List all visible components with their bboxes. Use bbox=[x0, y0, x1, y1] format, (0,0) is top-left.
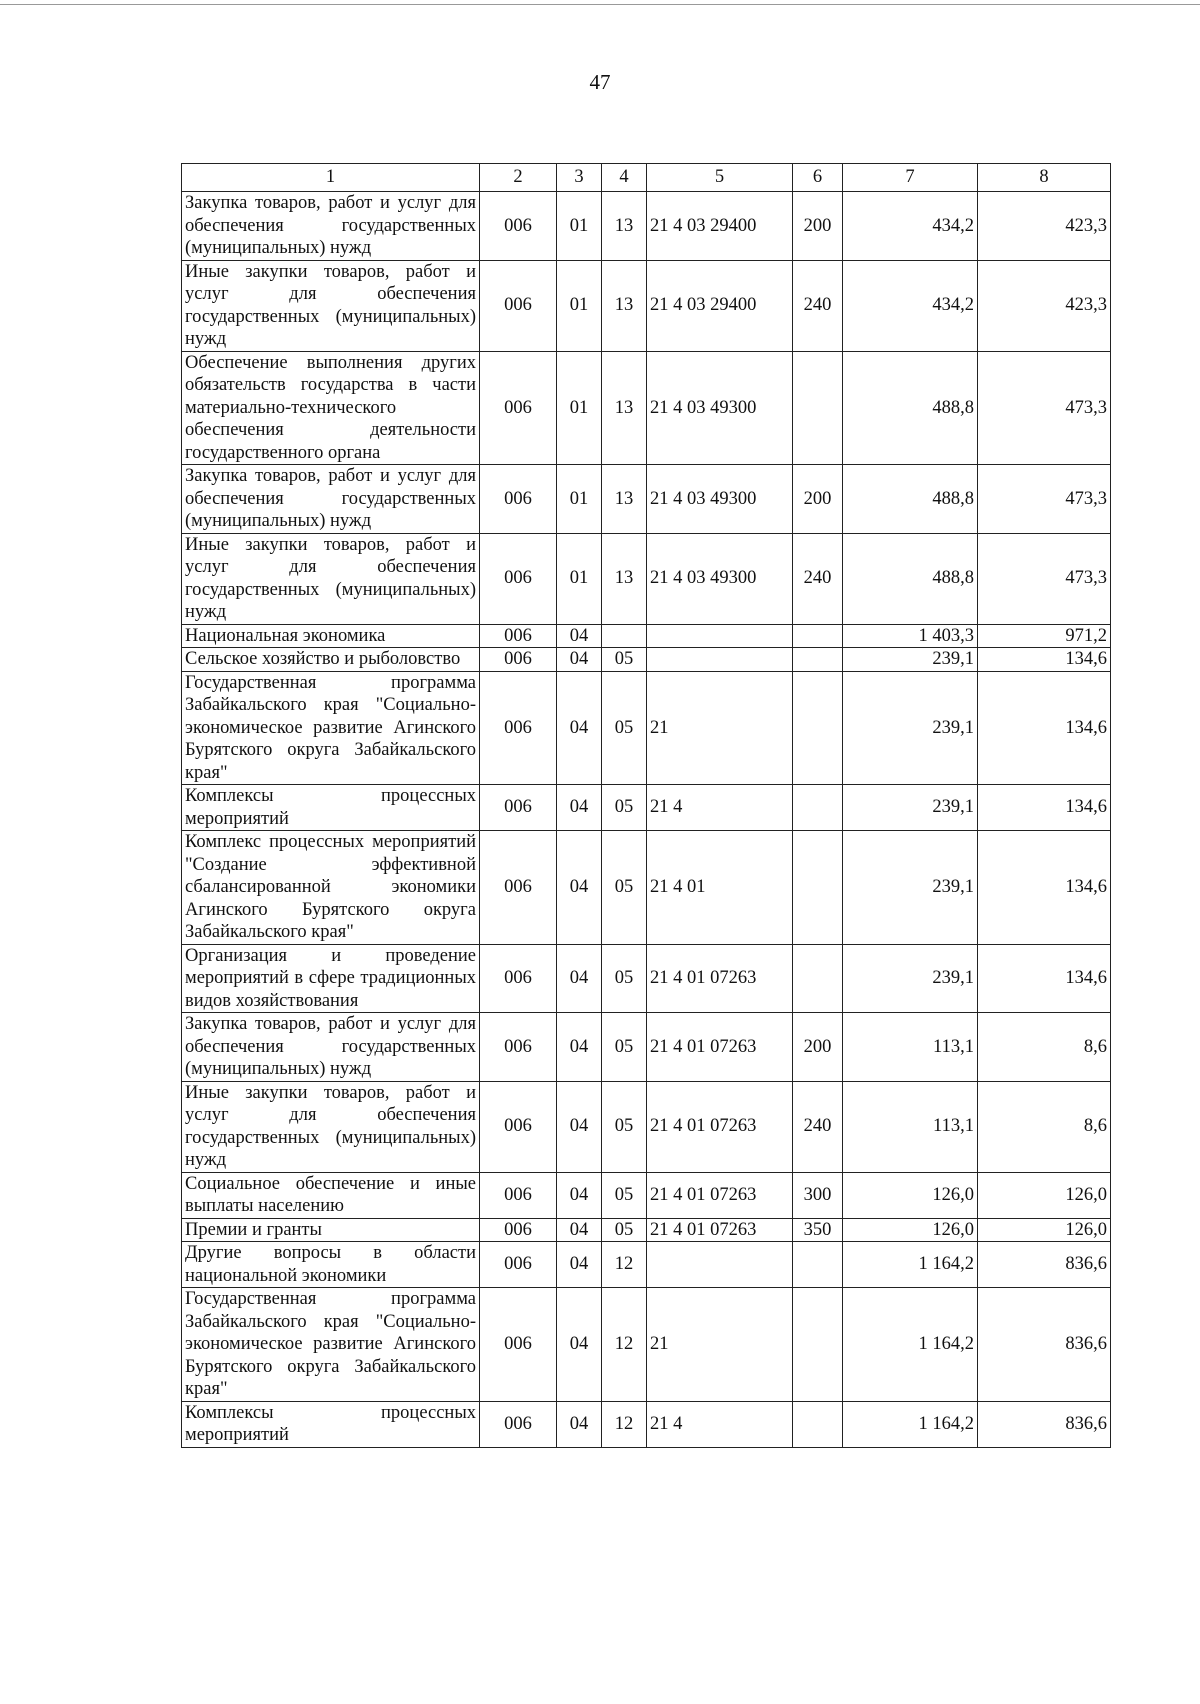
table-row bbox=[182, 944, 1111, 1013]
ministry-code: 006 bbox=[480, 1013, 557, 1082]
target-article-code: 21 4 03 49300 bbox=[647, 533, 793, 624]
ministry-code: 006 bbox=[480, 1218, 557, 1242]
amount-year-2: 134,6 bbox=[978, 944, 1111, 1013]
amount-year-2: 473,3 bbox=[978, 465, 1111, 534]
table-row bbox=[182, 1401, 1111, 1447]
subsection-code: 05 bbox=[602, 1013, 647, 1082]
row-description: Сельское хозяйство и рыболовство bbox=[182, 648, 480, 672]
row-description: Государственная программа Забайкальского края "Социально-экономическое развитие Агинского Бурятского округа Забайкальского края" bbox=[182, 671, 480, 785]
section-code: 01 bbox=[557, 465, 602, 534]
table-row bbox=[182, 1013, 1111, 1082]
row-description: Организация и проведение мероприятий в сфере традиционных видов хозяйствования bbox=[182, 944, 480, 1013]
table-body bbox=[182, 192, 1111, 1448]
target-article-code bbox=[647, 624, 793, 648]
ministry-code: 006 bbox=[480, 785, 557, 831]
row-description: Иные закупки товаров, работ и услуг для обеспечения государственных (муниципальных) нужд bbox=[182, 533, 480, 624]
column-header-5: 5 bbox=[647, 164, 793, 192]
target-article-code bbox=[647, 648, 793, 672]
table-row bbox=[182, 533, 1111, 624]
row-description: Комплекс процессных мероприятий "Создание эффективной сбалансированной экономики Агинского Бурятского округа Забайкальского края" bbox=[182, 831, 480, 945]
ministry-code: 006 bbox=[480, 1242, 557, 1288]
scan-top-rule bbox=[0, 4, 1200, 5]
expense-type-code: 200 bbox=[793, 465, 843, 534]
amount-year-2: 836,6 bbox=[978, 1401, 1111, 1447]
ministry-code: 006 bbox=[480, 648, 557, 672]
amount-year-2: 134,6 bbox=[978, 785, 1111, 831]
amount-year-2: 836,6 bbox=[978, 1242, 1111, 1288]
amount-year-2: 836,6 bbox=[978, 1288, 1111, 1402]
subsection-code: 13 bbox=[602, 192, 647, 261]
subsection-code: 05 bbox=[602, 1218, 647, 1242]
section-code: 04 bbox=[557, 1013, 602, 1082]
table-row bbox=[182, 1081, 1111, 1172]
expense-type-code: 240 bbox=[793, 1081, 843, 1172]
subsection-code: 13 bbox=[602, 465, 647, 534]
ministry-code: 006 bbox=[480, 831, 557, 945]
amount-year-2: 473,3 bbox=[978, 351, 1111, 465]
expense-type-code: 240 bbox=[793, 260, 843, 351]
expense-type-code bbox=[793, 648, 843, 672]
section-code: 04 bbox=[557, 1172, 602, 1218]
expense-type-code bbox=[793, 351, 843, 465]
table-row bbox=[182, 1242, 1111, 1288]
amount-year-1: 239,1 bbox=[843, 785, 978, 831]
expense-type-code bbox=[793, 1401, 843, 1447]
table-row bbox=[182, 465, 1111, 534]
amount-year-1: 239,1 bbox=[843, 648, 978, 672]
section-code: 04 bbox=[557, 1081, 602, 1172]
row-description: Премии и гранты bbox=[182, 1218, 480, 1242]
section-code: 04 bbox=[557, 785, 602, 831]
ministry-code: 006 bbox=[480, 465, 557, 534]
amount-year-1: 434,2 bbox=[843, 260, 978, 351]
table-row bbox=[182, 648, 1111, 672]
table-row bbox=[182, 1172, 1111, 1218]
row-description: Обеспечение выполнения других обязательств государства в части материально-технического обеспечения деятельности государственного органа bbox=[182, 351, 480, 465]
column-header-7: 7 bbox=[843, 164, 978, 192]
section-code: 04 bbox=[557, 1401, 602, 1447]
section-code: 01 bbox=[557, 192, 602, 261]
section-code: 04 bbox=[557, 648, 602, 672]
table-row bbox=[182, 351, 1111, 465]
amount-year-2: 134,6 bbox=[978, 831, 1111, 945]
expense-type-code bbox=[793, 1288, 843, 1402]
amount-year-2: 126,0 bbox=[978, 1172, 1111, 1218]
amount-year-1: 113,1 bbox=[843, 1013, 978, 1082]
amount-year-1: 488,8 bbox=[843, 465, 978, 534]
subsection-code: 05 bbox=[602, 944, 647, 1013]
section-code: 04 bbox=[557, 944, 602, 1013]
ministry-code: 006 bbox=[480, 671, 557, 785]
ministry-code: 006 bbox=[480, 1081, 557, 1172]
expense-type-code: 240 bbox=[793, 533, 843, 624]
table-row bbox=[182, 1218, 1111, 1242]
target-article-code: 21 4 03 29400 bbox=[647, 192, 793, 261]
amount-year-1: 488,8 bbox=[843, 351, 978, 465]
column-header-4: 4 bbox=[602, 164, 647, 192]
target-article-code: 21 4 bbox=[647, 1401, 793, 1447]
target-article-code: 21 4 01 07263 bbox=[647, 1081, 793, 1172]
expense-type-code bbox=[793, 671, 843, 785]
expense-type-code bbox=[793, 944, 843, 1013]
column-header-3: 3 bbox=[557, 164, 602, 192]
section-code: 04 bbox=[557, 671, 602, 785]
subsection-code: 12 bbox=[602, 1401, 647, 1447]
expense-type-code bbox=[793, 831, 843, 945]
row-description: Государственная программа Забайкальского края "Социально-экономическое развитие Агинского Бурятского округа Забайкальского края" bbox=[182, 1288, 480, 1402]
table-row bbox=[182, 785, 1111, 831]
row-description: Закупка товаров, работ и услуг для обеспечения государственных (муниципальных) нужд bbox=[182, 465, 480, 534]
expense-type-code: 200 bbox=[793, 192, 843, 261]
target-article-code bbox=[647, 1242, 793, 1288]
amount-year-2: 8,6 bbox=[978, 1013, 1111, 1082]
section-code: 01 bbox=[557, 533, 602, 624]
amount-year-1: 488,8 bbox=[843, 533, 978, 624]
amount-year-2: 126,0 bbox=[978, 1218, 1111, 1242]
amount-year-1: 1 164,2 bbox=[843, 1288, 978, 1402]
row-description: Закупка товаров, работ и услуг для обеспечения государственных (муниципальных) нужд bbox=[182, 1013, 480, 1082]
ministry-code: 006 bbox=[480, 1288, 557, 1402]
target-article-code: 21 4 01 07263 bbox=[647, 1218, 793, 1242]
section-code: 04 bbox=[557, 1218, 602, 1242]
ministry-code: 006 bbox=[480, 1401, 557, 1447]
target-article-code: 21 bbox=[647, 671, 793, 785]
ministry-code: 006 bbox=[480, 260, 557, 351]
subsection-code: 05 bbox=[602, 1081, 647, 1172]
amount-year-2: 423,3 bbox=[978, 192, 1111, 261]
amount-year-1: 1 164,2 bbox=[843, 1242, 978, 1288]
target-article-code: 21 4 01 bbox=[647, 831, 793, 945]
subsection-code: 13 bbox=[602, 533, 647, 624]
column-header-6: 6 bbox=[793, 164, 843, 192]
section-code: 04 bbox=[557, 1288, 602, 1402]
table-row bbox=[182, 1288, 1111, 1402]
expense-type-code bbox=[793, 785, 843, 831]
amount-year-2: 473,3 bbox=[978, 533, 1111, 624]
section-code: 01 bbox=[557, 260, 602, 351]
expense-type-code: 350 bbox=[793, 1218, 843, 1242]
row-description: Закупка товаров, работ и услуг для обеспечения государственных (муниципальных) нужд bbox=[182, 192, 480, 261]
column-header-8: 8 bbox=[978, 164, 1111, 192]
ministry-code: 006 bbox=[480, 351, 557, 465]
amount-year-1: 239,1 bbox=[843, 944, 978, 1013]
amount-year-1: 434,2 bbox=[843, 192, 978, 261]
subsection-code: 12 bbox=[602, 1288, 647, 1402]
subsection-code bbox=[602, 624, 647, 648]
subsection-code: 05 bbox=[602, 648, 647, 672]
amount-year-2: 423,3 bbox=[978, 260, 1111, 351]
amount-year-1: 1 403,3 bbox=[843, 624, 978, 648]
amount-year-1: 126,0 bbox=[843, 1218, 978, 1242]
section-code: 04 bbox=[557, 624, 602, 648]
row-description: Иные закупки товаров, работ и услуг для обеспечения государственных (муниципальных) нужд bbox=[182, 1081, 480, 1172]
ministry-code: 006 bbox=[480, 533, 557, 624]
column-header-1: 1 bbox=[182, 164, 480, 192]
subsection-code: 13 bbox=[602, 351, 647, 465]
expense-type-code bbox=[793, 1242, 843, 1288]
subsection-code: 05 bbox=[602, 831, 647, 945]
ministry-code: 006 bbox=[480, 192, 557, 261]
page-number: 47 bbox=[589, 70, 611, 94]
table-row bbox=[182, 260, 1111, 351]
table-header-row bbox=[182, 164, 1111, 192]
amount-year-1: 1 164,2 bbox=[843, 1401, 978, 1447]
subsection-code: 12 bbox=[602, 1242, 647, 1288]
table-row bbox=[182, 831, 1111, 945]
ministry-code: 006 bbox=[480, 624, 557, 648]
amount-year-2: 971,2 bbox=[978, 624, 1111, 648]
target-article-code: 21 4 03 49300 bbox=[647, 465, 793, 534]
amount-year-1: 113,1 bbox=[843, 1081, 978, 1172]
row-description: Комплексы процессных мероприятий bbox=[182, 1401, 480, 1447]
amount-year-2: 134,6 bbox=[978, 671, 1111, 785]
target-article-code: 21 4 03 49300 bbox=[647, 351, 793, 465]
subsection-code: 05 bbox=[602, 671, 647, 785]
table-row bbox=[182, 671, 1111, 785]
target-article-code: 21 4 01 07263 bbox=[647, 1013, 793, 1082]
amount-year-1: 126,0 bbox=[843, 1172, 978, 1218]
target-article-code: 21 4 01 07263 bbox=[647, 1172, 793, 1218]
row-description: Другие вопросы в области национальной экономики bbox=[182, 1242, 480, 1288]
row-description: Национальная экономика bbox=[182, 624, 480, 648]
subsection-code: 05 bbox=[602, 1172, 647, 1218]
row-description: Иные закупки товаров, работ и услуг для обеспечения государственных (муниципальных) нужд bbox=[182, 260, 480, 351]
subsection-code: 13 bbox=[602, 260, 647, 351]
subsection-code: 05 bbox=[602, 785, 647, 831]
table-row bbox=[182, 624, 1111, 648]
section-code: 04 bbox=[557, 831, 602, 945]
amount-year-2: 134,6 bbox=[978, 648, 1111, 672]
expense-type-code bbox=[793, 624, 843, 648]
row-description: Комплексы процессных мероприятий bbox=[182, 785, 480, 831]
ministry-code: 006 bbox=[480, 1172, 557, 1218]
target-article-code: 21 4 bbox=[647, 785, 793, 831]
budget-table bbox=[181, 163, 1111, 1448]
row-description: Социальное обеспечение и иные выплаты населению bbox=[182, 1172, 480, 1218]
expense-type-code: 200 bbox=[793, 1013, 843, 1082]
expense-type-code: 300 bbox=[793, 1172, 843, 1218]
amount-year-1: 239,1 bbox=[843, 671, 978, 785]
section-code: 04 bbox=[557, 1242, 602, 1288]
ministry-code: 006 bbox=[480, 944, 557, 1013]
target-article-code: 21 bbox=[647, 1288, 793, 1402]
column-header-2: 2 bbox=[480, 164, 557, 192]
section-code: 01 bbox=[557, 351, 602, 465]
amount-year-1: 239,1 bbox=[843, 831, 978, 945]
table-row bbox=[182, 192, 1111, 261]
target-article-code: 21 4 01 07263 bbox=[647, 944, 793, 1013]
target-article-code: 21 4 03 29400 bbox=[647, 260, 793, 351]
amount-year-2: 8,6 bbox=[978, 1081, 1111, 1172]
